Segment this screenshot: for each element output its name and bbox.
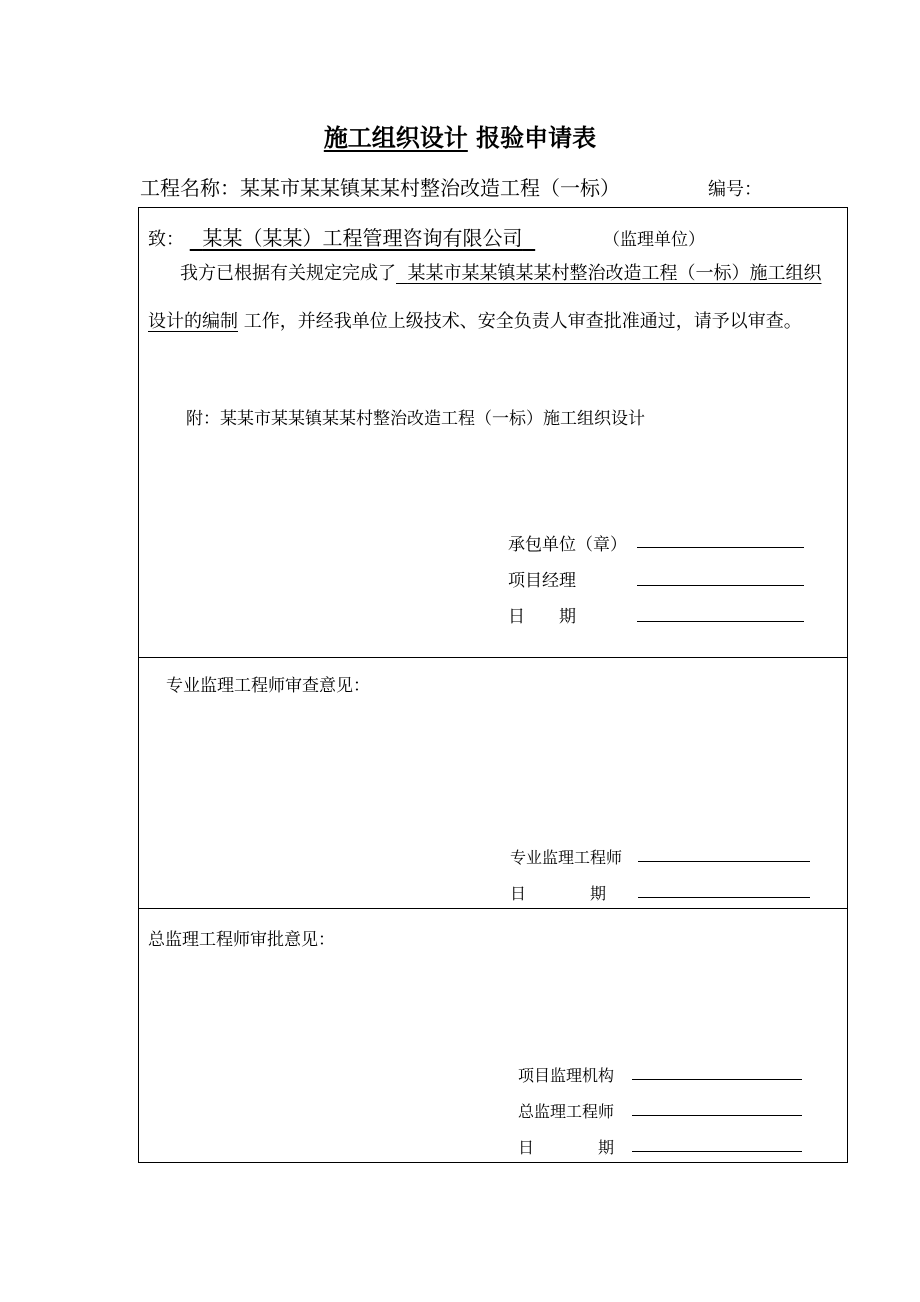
engineer-label: 专业监理工程师 (510, 848, 623, 867)
chief-approval-heading: 总监理工程师审批意见： (148, 930, 335, 950)
contractor-label: 承包单位（章） (508, 535, 627, 555)
statement-line2 (148, 307, 802, 333)
title-part2: 报验申请表 (476, 124, 597, 152)
attachment-note: 附：某某市某某镇某某村整治改造工程（一标）施工组织设计 (186, 409, 645, 429)
chief-signature-line[interactable] (632, 1115, 802, 1116)
statement-line1 (180, 259, 821, 285)
project-name-row (140, 172, 620, 201)
to-role: （监理单位） (603, 230, 705, 250)
document-title (0, 118, 920, 153)
number-label: 编号： (708, 179, 762, 200)
project-name: 某某市某某镇某某村整治改造工程（一标） (240, 176, 620, 200)
statement-work-b: 设计的编制 (148, 311, 238, 332)
to-label: 致： (148, 229, 184, 250)
project-label: 工程名称： (140, 176, 240, 200)
date-line-1[interactable] (637, 621, 804, 622)
addressee-row (148, 222, 535, 251)
manager-signature-line[interactable] (637, 585, 804, 586)
date-label-2: 日 期 (510, 884, 607, 903)
engineer-signature-line[interactable] (638, 861, 810, 862)
chief-label: 总监理工程师 (518, 1102, 615, 1121)
date-line-3[interactable] (632, 1151, 802, 1152)
statement-work-a: 某某市某某镇某某村整治改造工程（一标）施工组织 (407, 263, 822, 284)
to-org: 某某（某某）工程管理咨询有限公司 (202, 226, 523, 250)
date-label-3: 日 期 (518, 1138, 615, 1157)
date-label-1: 日 期 (508, 607, 576, 627)
contractor-signature-line[interactable] (637, 547, 804, 548)
date-line-2[interactable] (638, 897, 810, 898)
engineer-review-heading: 专业监理工程师审查意见： (166, 676, 370, 696)
statement-rest: 工作，并经我单位上级技术、安全负责人审查批准通过，请予以审查。 (243, 311, 802, 332)
title-part1: 施工组织设计 (323, 124, 468, 152)
manager-label: 项目经理 (508, 571, 576, 591)
org-signature-line[interactable] (632, 1079, 802, 1080)
org-label: 项目监理机构 (518, 1066, 615, 1085)
statement-intro: 我方已根据有关规定完成了 (180, 263, 396, 284)
